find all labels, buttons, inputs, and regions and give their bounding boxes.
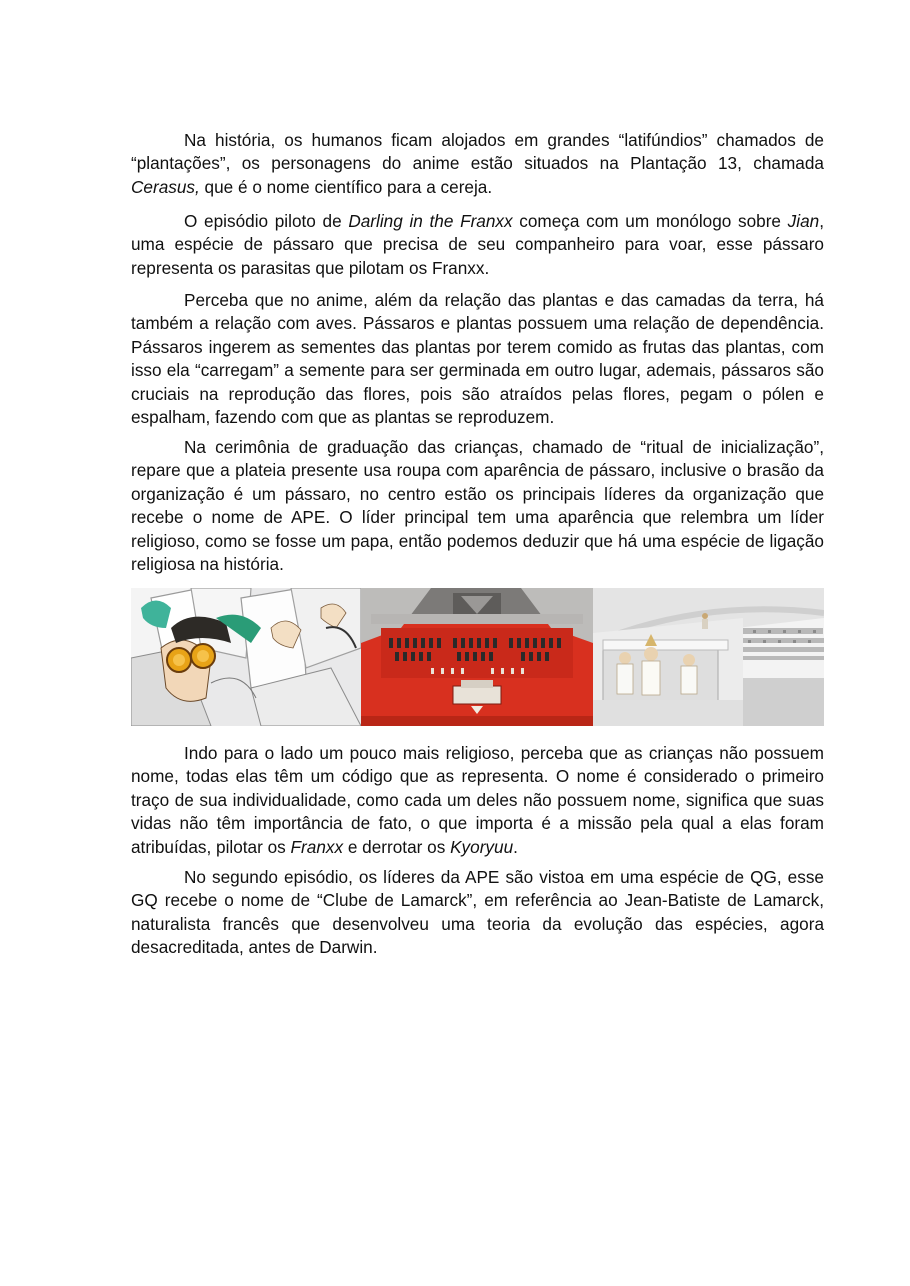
text-segment: O episódio piloto de [184, 211, 349, 231]
screenshot-leaders-balcony [593, 588, 824, 726]
paragraph-4 [131, 436, 824, 576]
text-segment: Indo para o lado um pouco mais religioso, perceba que as crianças não possuem nome, todas elas têm um código que as representa. O nome é considerado o primeiro traço de sua individualidade, como cada um deles não possuem nome, significa que suas vidas não têm importância de fato, o que importa é a missão pela qual a elas foram atribuídas, pilotar os [131, 743, 824, 857]
text-segment: e derrotar os [343, 836, 451, 857]
paragraph-1 [131, 129, 824, 199]
text-segment: começa com um monólogo sobre [512, 211, 788, 231]
italic-term: Kyoryuu [450, 836, 514, 857]
text-segment: No segundo episódio, os líderes da APE são vistoa em uma espécie de QG, esse GQ recebe o nome de “Clube de Lamarck”, em referência ao Jean-Batiste de Lamarck, naturalista francês que desenvolveu uma teoria da evolução das espécies, agora desacreditada, antes de Darwin. [131, 867, 824, 958]
text-segment: que é o nome científico para a cereja. [199, 176, 493, 197]
text-segment: Perceba que no anime, além da relação das plantas e das camadas da terra, há também a relação com aves. Pássaros e plantas possuem uma relação de dependência. Pássaros ingerem as sementes das plantas por terem comido as frutas das plantas, com isso ela “carregam” a semente para ser germinada em outro lugar, ademais, pássaros são cruciais na reprodução das flores, pois são atraídos pelas flores, pegam o pólen e espalham, fazendo com que as plantas se reproduzem. [131, 290, 824, 428]
paragraph-3 [131, 289, 824, 429]
anime-screenshot-strip [131, 588, 824, 726]
italic-term: Darling in the Franxx [348, 211, 513, 231]
screenshot-audience [131, 588, 361, 726]
italic-term: Cerasus, [131, 176, 200, 197]
text-segment: Na história, os humanos ficam alojados em grandes “latifúndios” chamados de “plantações”, os personagens do anime estão situados na Plantação 13, chamada [131, 130, 824, 174]
text-segment: , uma espécie de pássaro que precisa de seu companheiro para voar, esse pássaro representa os parasitas que pilotam os Franxx. [131, 211, 824, 278]
paragraph-5 [131, 742, 824, 859]
screenshot-red-hall [361, 588, 593, 726]
paragraph-2 [131, 210, 824, 280]
italic-term: Franxx [290, 836, 344, 857]
paragraph-6 [131, 866, 824, 960]
text-segment: Na cerimônia de graduação das crianças, chamado de “ritual de inicialização”, repare que a plateia presente usa roupa com aparência de pássaro, inclusive o brasão da organização é um pássaro, no centro estão os principais líderes da organização que recebe o nome de APE. O líder principal tem uma aparência que relembra um líder religioso, como se fosse um papa, então podemos deduzir que há uma espécie de ligação religiosa na história. [131, 437, 824, 575]
text-segment: . [513, 836, 518, 857]
italic-term: Jian [787, 211, 820, 231]
